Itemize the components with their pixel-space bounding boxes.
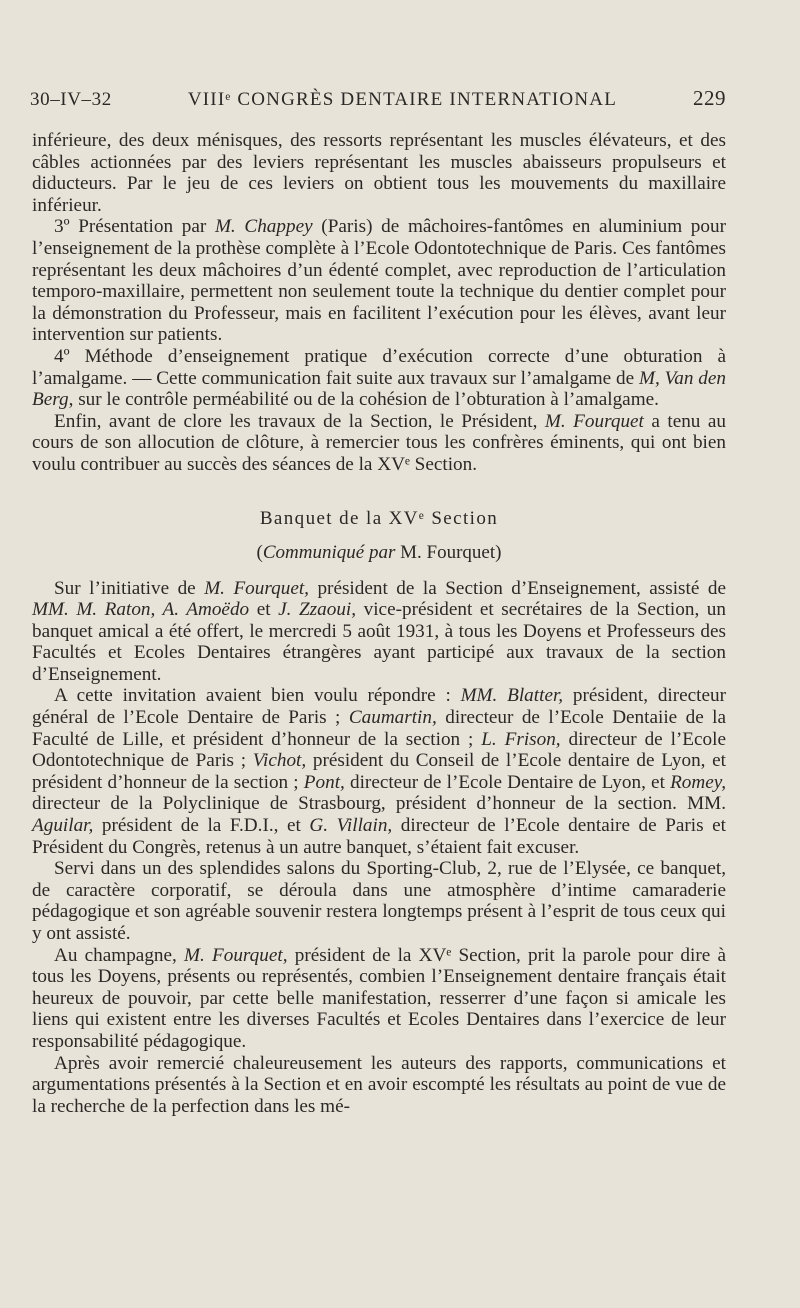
section-subheading: (Communiqué par M. Fourquet) <box>256 541 502 563</box>
paragraph: Après avoir remercié chaleureusement les auteurs des rapports, communications et argumentations présentés à la Section et en avoir escompté les résultats au point de vue de la recherche de la perfection dans les mé- <box>32 1052 726 1117</box>
page-body <box>32 130 726 1117</box>
header-date: 30–IV–32 <box>30 89 112 110</box>
paragraph: A cette invitation avaient bien voulu répondre : MM. Blatter, président, directeur général de l’Ecole Dentaire de Paris ; Caumartin, directeur de l’Ecole Dentaiie de la Faculté de Lille, et président d’honneur de la section ; L. Frison, directeur de l’Ecole Odontotechnique de Paris ; Vichot, président du Conseil de l’Ecole dentaire de Lyon, et président d’honneur de la section ; Pont, directeur de l’Ecole Dentaire de Lyon, et Romey, directeur de la Polyclinique de Strasbourg, président d’honneur de la section. MM. Aguilar, président de la F.D.I., et G. Villain, directeur de l’Ecole dentaire de Paris et Président du Congrès, retenus à un autre banquet, s’étaient fait excuser. <box>32 685 727 858</box>
paragraph: 3º Présentation par M. Chappey (Paris) de mâchoires-fantômes en aluminium pour l’enseignement de la prothèse complète à l’Ecole Odontotechnique de Paris. Ces fantômes représentant les deux mâchoires d’un édenté complet, avec reproduction de l’articulation temporo-maxillaire, permettent non seulement toute la technique du dentier complet pour la démonstration du Professeur, mais en facilitent l’exécution pour les élèves, avant leur intervention sur patients. <box>32 216 726 346</box>
running-header <box>30 86 726 111</box>
paragraph: 4º Méthode d’enseignement pratique d’exécution correcte d’une obturation à l’amalgame. — Cette communication fait suite aux travaux sur l’amalgame de M, Van den Berg, sur le contrôle perméabilité ou de la cohésion de l’obturation à l’amalgame. <box>32 345 726 411</box>
section-heading: Banquet de la XVᵉ Section <box>259 507 499 529</box>
page-number: 229 <box>693 86 726 110</box>
header-title: VIIIᵉ CONGRÈS DENTAIRE INTERNATIONAL <box>187 89 617 110</box>
paragraph: Enfin, avant de clore les travaux de la Section, le Président, M. Fourquet a tenu au cours de son allocution de clôture, à remercier tous les confrères éminents, qui ont bien voulu contribuer au succès des séances de la XVᵉ Section. <box>32 410 726 475</box>
paragraph: Au champagne, M. Fourquet, président de la XVᵉ Section, prit la parole pour dire à tous les Doyens, présents ou représentés, combien l’Enseignement dentaire français était heureux de pouvoir, par cette belle manifestation, resserrer d’une façon si amicale les liens qui existent entre les diverses Facultés et Ecoles Dentaires dans l’exercice de leur responsabilité pédagogique. <box>32 944 726 1052</box>
paragraph: inférieure, des deux ménisques, des ressorts représentant les muscles élévateurs, et des câbles actionnées par des leviers représentant les muscles abaisseurs propulseurs et diducteurs. Par le jeu de ces leviers on obtient tous les mouvements du maxillaire inférieur. <box>32 130 726 216</box>
paragraph: Sur l’initiative de M. Fourquet, président de la Section d’Enseignement, assisté de MM. M. Raton, A. Amoëdo et J. Zzaoui, vice-président et secrétaires de la Section, un banquet amical a été offert, le mercredi 5 août 1931, à tous les Doyens et Professeurs des Facultés et Ecoles Dentaires étrangères ayant participé aux travaux de la section d’Enseignement. <box>32 577 726 685</box>
paragraph: Servi dans un des splendides salons du Sporting-Club, 2, rue de l’Elysée, ce banquet, de caractère corporatif, se déroula dans une atmosphère d’intime camaraderie pédagogique et son agréable souvenir restera longtemps présent à l’esprit de tous ceux qui y ont assisté. <box>32 858 726 944</box>
